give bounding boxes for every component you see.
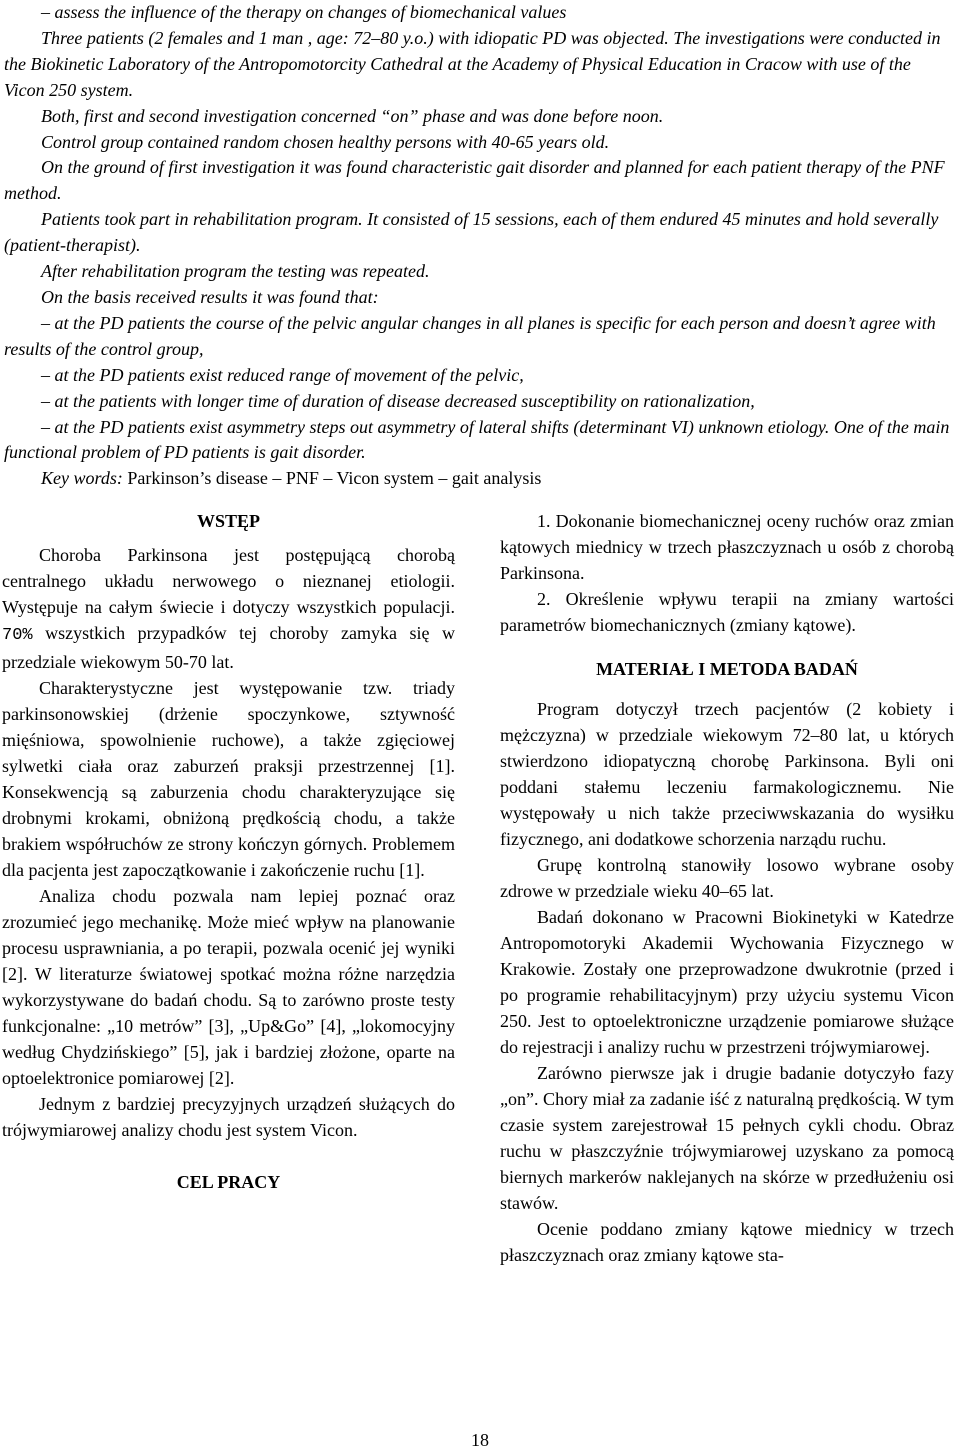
- right-column: [500, 508, 954, 1268]
- list-item: 1. Dokonanie biomechanicznej oceny ruchów oraz zmian kątowych miednicy w trzech płaszczyznach u osób z chorobą Parkinsona.: [500, 511, 954, 583]
- abstract-line: Control group contained random chosen healthy persons with 40-65 years old.: [41, 131, 610, 152]
- abstract-line: – at the PD patients exist asymmetry steps out asymmetry of lateral shifts (determinant VI) unknown etiology. One of the main functional problem of PD patients is gait disorder.: [4, 416, 950, 463]
- abstract: [4, 0, 956, 492]
- section-heading-cel-pracy: CEL PRACY: [176, 1172, 281, 1192]
- paragraph: Jednym z bardziej precyzyjnych urządzeń służących do trójwymiarowej analizy chodu jest system Vicon.: [2, 1094, 455, 1140]
- paragraph: Analiza chodu pozwala nam lepiej poznać oraz zrozumieć jego mechanikę. Może mieć wpływ na planowanie procesu usprawniania, a po terapii, pozwala ocenić jej wyniki [2]. W literaturze światowej spotkać można różne narzędzia wykorzystywane do badań chodu. Są to zarówno proste testy funkcjonalne: „10 metrów” [3], „Up&Go” [4], „lokomocyjny według Chydzińskiego” [5], jak i bardziej złożone, oparte na optoelektronice pomiarowej [2].: [2, 886, 455, 1088]
- abstract-line: – at the PD patients exist reduced range of movement of the pelvic,: [41, 364, 524, 385]
- keywords-label: Key words:: [41, 468, 123, 489]
- paragraph: Badań dokonano w Pracowni Biokinetyki w Katedrze Antropomotoryki Akademii Wychowania Fizycznego w Krakowie. Zostały one przeprowadzone dwukrotnie (przed i po programie rehabilitacyjnym) przy użyciu systemu Vicon 250. Jest to optoelektroniczne urządzenie pomiarowe służące do rejestracji i analizy ruchu w przestrzeni trójwymiarowej.: [500, 907, 954, 1057]
- section-heading-wstep: WSTĘP: [196, 511, 261, 531]
- abstract-line: – assess the influence of the therapy on changes of biomechanical values: [41, 2, 567, 22]
- paragraph: Ocenie poddano zmiany kątowe miednicy w trzech płaszczyznach oraz zmiany kątowe sta-: [500, 1219, 954, 1265]
- section-heading-material: MATERIAŁ I METODA BADAŃ: [596, 659, 858, 679]
- abstract-line: Both, first and second investigation concerned “on” phase and was done before noon.: [41, 105, 664, 126]
- list-item: 2. Określenie wpływu terapii na zmiany wartości parametrów biomechanicznych (zmiany kątowe).: [500, 589, 954, 635]
- keywords: [4, 466, 956, 492]
- abstract-line: – at the patients with longer time of duration of disease decreased susceptibility on rationalization,: [41, 390, 755, 411]
- paragraph: Program dotyczył trzech pacjentów (2 kobiety i mężczyzna) w przedziale wiekowym 72–80 lat, u których stwierdzono idiopatyczną chorobę Parkinsona. Byli oni poddani stałemu leczeniu farmakologicznemu. Nie występowały u nich także przeciwwskazania do wysiłku fizycznego, ani dodatkowe schorzenia narządu ruchu.: [500, 699, 954, 849]
- abstract-line: Three patients (2 females and 1 man , age: 72–80 y.o.) with idiopatic PD was objected. The investigations were conducted in the Biokinetic Laboratory of the Antropomotorcity Cathedral at the Academy of Physical Education in Cracow with use of the Vicon 250 system.: [4, 27, 941, 100]
- abstract-line: On the ground of first investigation it was found characteristic gait disorder and planned for each patient therapy of the PNF method.: [4, 157, 945, 204]
- abstract-line: Patients took part in rehabilitation program. It consisted of 15 sessions, each of them endured 45 minutes and hold severally (patient-therapist).: [4, 209, 939, 256]
- paragraph: Zarówno pierwsze jak i drugie badanie dotyczyło fazy „on”. Chory miał za zadanie iść z naturalną prędkością. W tym czasie system zarejestrował 15 pełnych cykli chodu. Obraz ruchu w płaszczyźnie trójwymiarowej uzyskano za pomocą biernych markerów naklejanych na skórze w przedłużeniu osi stawów.: [500, 1063, 954, 1213]
- abstract-line: On the basis received results it was found that:: [41, 286, 379, 307]
- paragraph: Choroba Parkinsona jest postępującą chorobą centralnego układu nerwowego o nieznanej etiologii. Występuje na całym świecie i dotyczy wszystkich populacji. 70% wszystkich przypadków tej choroby zamyka się w przedziale wiekowym 50-70 lat.: [2, 545, 455, 672]
- left-column: [2, 508, 455, 1195]
- keywords-text: Parkinson’s disease – PNF – Vicon system – gait analysis: [127, 468, 542, 489]
- abstract-line: After rehabilitation program the testing was repeated.: [41, 261, 430, 282]
- paragraph: Grupę kontrolną stanowiły losowo wybrane osoby zdrowe w przedziale wieku 40–65 lat.: [500, 855, 954, 901]
- paragraph: Charakterystyczne jest występowanie tzw. triady parkinsonowskiej (drżenie spoczynkowe, sztywność mięśniowa, spowolnienie ruchowe), a także zgięciowej sylwetki ciała oraz zaburzeń praksji przestrzennej [1]. Konsekwencją są zaburzenia chodu charakteryzujące się drobnymi krokami, obniżoną prędkością chodu, a także brakiem współruchów ze strony kończyn górnych. Problemem dla pacjenta jest zapoczątkowanie i zakończenie ruchu [1].: [2, 678, 455, 880]
- abstract-line: – at the PD patients the course of the pelvic angular changes in all planes is specific for each person and doesn’t agree with results of the control group,: [4, 312, 936, 359]
- page-number: 18: [471, 1430, 489, 1450]
